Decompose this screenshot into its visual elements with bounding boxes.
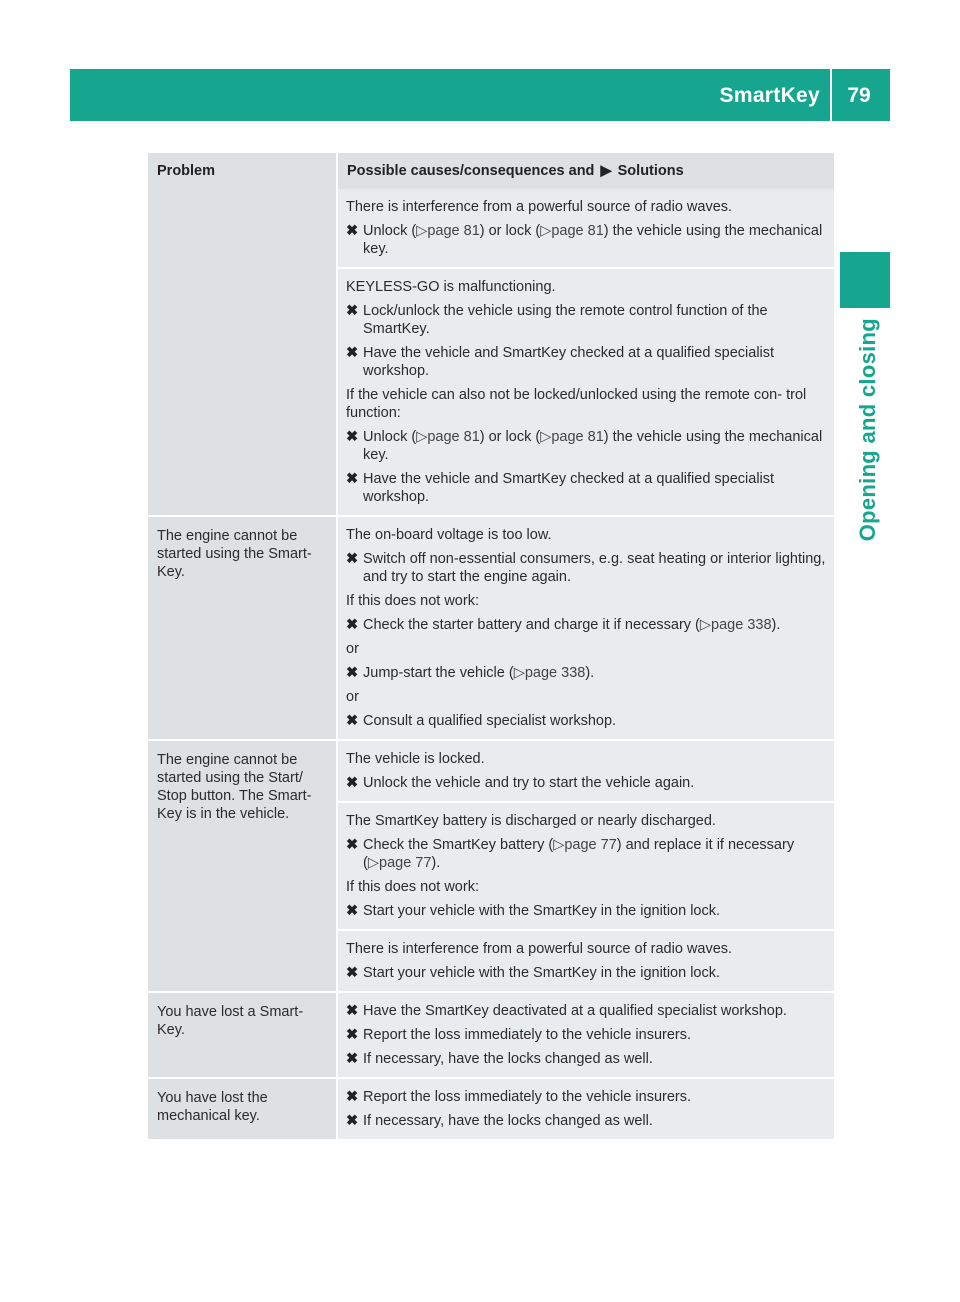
column-header-problem: Problem <box>148 153 337 189</box>
page-ref-link[interactable]: page 81 <box>551 429 604 445</box>
condition-text: If this does not work: <box>346 879 479 895</box>
arrow-right-icon: ✖ <box>346 665 359 681</box>
arrow-right-icon: ✖ <box>346 1003 359 1019</box>
arrow-right-icon: ✖ <box>346 1027 359 1043</box>
column-header-causes-label: Possible causes/consequences and <box>347 163 595 179</box>
troubleshooting-table <box>148 153 834 1141</box>
page-number: 79 <box>847 84 871 107</box>
solution-step: ✖ Have the SmartKey deactivated at a qualified specialist workshop. <box>346 1003 787 1019</box>
solution-step: ✖ Have the vehicle and SmartKey checked at a qualified specialist workshop. <box>346 345 775 379</box>
solution-block <box>337 992 834 1078</box>
solution-block <box>337 1078 834 1140</box>
condition-text: If this does not work: <box>346 593 479 609</box>
page-reference-triangle-icon: ▷ <box>416 429 428 445</box>
solution-step: ✖ If necessary, have the locks changed as well. <box>346 1113 653 1129</box>
cause-text: KEYLESS-GO is malfunctioning. <box>346 279 556 295</box>
solution-step: ✖ Check the starter battery and charge it if necessary (▷page 338). <box>346 617 781 633</box>
page-ref-link[interactable]: page 81 <box>551 223 604 239</box>
problem-cell <box>148 189 337 516</box>
header-divider <box>830 69 832 121</box>
cause-text: There is interference from a powerful source of radio waves. <box>346 199 733 215</box>
page-ref-link[interactable]: page 77 <box>379 855 432 871</box>
problem-cell: The engine cannot be started using the Start/ Stop button. The Smart- Key is in the vehicle. <box>148 740 337 992</box>
solution-step: ✖ Start your vehicle with the SmartKey in the ignition lock. <box>346 903 721 919</box>
page-ref-link[interactable]: page 338 <box>524 665 586 681</box>
arrow-right-icon: ✖ <box>346 345 359 361</box>
solution-block <box>337 268 834 516</box>
solution-step: ✖ Check the SmartKey battery (▷page 77) and replace it if necessary (▷page 77). <box>346 837 795 871</box>
arrow-right-icon: ✖ <box>346 1089 359 1105</box>
arrow-right-icon: ✖ <box>346 1051 359 1067</box>
or-text: or <box>346 689 359 705</box>
arrow-right-icon: ✖ <box>346 1113 359 1129</box>
solution-step: ✖ Start your vehicle with the SmartKey in the ignition lock. <box>346 965 721 981</box>
arrow-right-icon: ✖ <box>346 223 359 239</box>
solution-step: ✖ Unlock (▷page 81) or lock (▷page 81) the vehicle using the mechanical key. <box>346 429 823 463</box>
solution-step: ✖ Lock/unlock the vehicle using the remote control function of the SmartKey. <box>346 303 768 337</box>
cause-text: The on-board voltage is too low. <box>346 527 552 543</box>
arrow-right-icon: ✖ <box>346 903 359 919</box>
solution-step: ✖ Report the loss immediately to the vehicle insurers. <box>346 1089 692 1105</box>
solution-step: ✖ Consult a qualified specialist workshop. <box>346 713 617 729</box>
arrow-right-icon: ✖ <box>346 713 359 729</box>
page-reference-triangle-icon: ▷ <box>367 855 379 871</box>
arrow-right-icon: ✖ <box>346 551 359 567</box>
arrow-right-icon: ✖ <box>346 775 359 791</box>
page-reference-triangle-icon: ▷ <box>540 429 552 445</box>
arrow-right-icon: ✖ <box>346 965 359 981</box>
arrow-right-icon: ✖ <box>346 303 359 319</box>
solution-step: ✖ Unlock (▷page 81) or lock (▷page 81) the vehicle using the mechanical key. <box>346 223 823 257</box>
page-ref-link[interactable]: page 77 <box>564 837 617 853</box>
solution-block <box>337 930 834 992</box>
table-row <box>148 189 834 268</box>
page-reference-triangle-icon: ▷ <box>553 837 565 853</box>
condition-text: If the vehicle can also not be locked/unlocked using the remote con- trol function: <box>346 387 807 421</box>
solution-block <box>337 802 834 930</box>
page-reference-triangle-icon: ▷ <box>416 223 428 239</box>
table-row <box>148 1078 834 1140</box>
page-reference-triangle-icon: ▷ <box>699 617 712 633</box>
solution-block <box>337 740 834 802</box>
page-ref-link[interactable]: page 81 <box>427 429 480 445</box>
arrow-right-icon: ✖ <box>346 471 359 487</box>
cause-text: There is interference from a powerful source of radio waves. <box>346 941 733 957</box>
arrow-right-icon: ✖ <box>346 837 359 853</box>
page-header <box>70 69 890 121</box>
arrow-right-icon: ✖ <box>346 617 359 633</box>
column-header-solutions-label: Solutions <box>617 163 684 179</box>
solution-block <box>337 516 834 740</box>
solution-step: ✖ Have the vehicle and SmartKey checked at a qualified specialist workshop. <box>346 471 775 505</box>
arrow-right-icon: ✖ <box>346 429 359 445</box>
solution-step: ✖ Unlock the vehicle and try to start the vehicle again. <box>346 775 695 791</box>
arrow-right-icon: ▶ <box>600 163 612 179</box>
solution-step: ✖ Report the loss immediately to the vehicle insurers. <box>346 1027 692 1043</box>
or-text: or <box>346 641 359 657</box>
page-ref-link[interactable]: page 81 <box>427 223 480 239</box>
problem-cell: You have lost the mechanical key. <box>148 1078 337 1140</box>
chapter-label-text: Opening and closing <box>855 318 880 542</box>
table-row <box>148 992 834 1078</box>
cause-text: The vehicle is locked. <box>346 751 485 767</box>
page-reference-triangle-icon: ▷ <box>540 223 552 239</box>
table-row <box>148 740 834 802</box>
chapter-tab-marker <box>840 252 890 308</box>
problem-cell: The engine cannot be started using the Smart- Key. <box>148 516 337 740</box>
page-ref-link[interactable]: page 338 <box>711 617 772 633</box>
page-reference-triangle-icon: ▷ <box>513 665 525 681</box>
section-title: SmartKey <box>719 84 820 107</box>
problem-cell: You have lost a Smart- Key. <box>148 992 337 1078</box>
cause-text: The SmartKey battery is discharged or nearly discharged. <box>346 813 716 829</box>
table-header-row <box>148 153 834 189</box>
solution-step: ✖ Switch off non-essential consumers, e.g. seat heating or interior lighting, and try to start the engine again. <box>346 551 826 585</box>
column-header-solutions <box>337 153 834 189</box>
solution-step: ✖ If necessary, have the locks changed as well. <box>346 1051 653 1067</box>
table-row <box>148 516 834 740</box>
solution-block <box>337 189 834 268</box>
solution-step: ✖ Jump-start the vehicle (▷page 338). <box>346 665 595 681</box>
